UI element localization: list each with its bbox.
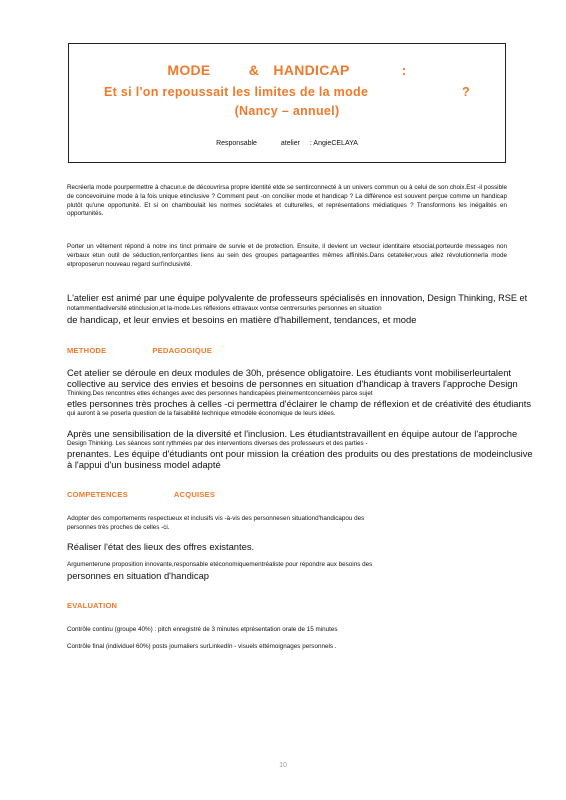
responsable-label: Responsable <box>216 140 257 147</box>
evaluation-line-2: Contrôle final (individuel 60%) posts journaliers surLinkedIn - visuels ettémoignages personnels . <box>67 643 337 650</box>
title-word-mode: MODE <box>167 62 211 78</box>
competences-p3-line-2: personnes en situation d'handicap <box>67 570 209 581</box>
intro-paragraph-3-line-2: notammentladiversité etinclusion,et la-mode.Les réflexions ettravaux vontse centrersurles personnes en situation <box>67 305 382 312</box>
section-heading-evaluation: EVALUATION <box>67 601 118 610</box>
title-box <box>68 43 506 163</box>
section-heading-methode <box>67 346 212 355</box>
responsable-atelier: atelier <box>280 140 300 147</box>
methode-p1-line-1: Cet atelier se déroule en deux modules de 30h, présence obligatoire. Les étudiants vont mobiliserleurtalent <box>67 367 512 378</box>
title-line-3: (Nancy – annuel) <box>234 104 340 118</box>
title-colon: : <box>401 62 407 78</box>
intro-paragraph-3-line-3: de handicap, et leur envies et besoins en matière d'habillement, tendances, et mode <box>67 314 417 325</box>
responsable-line <box>69 140 505 147</box>
intro-paragraph-1: Recréerla mode pourpermettre à chacun.e de découvrirsa propre identité etde se sentirconnecté à un univers commun ou à celui de son choix.Est -il possible de concevoiruine mode à la fois unique etinclusive ? Comment peut -on concilier mode et handicap ? La différence est souvent perçue comme un handicap plutôt qu'une opportunité. Et si on chamboulait les normes sociétales et culturelles, et représentations médiatiques ? Transformons les inégalités en opportunités. <box>67 184 507 218</box>
page-number: 10 <box>279 762 287 769</box>
heading-methode-word-1: METHODE <box>67 346 107 355</box>
title-question: Et si l'on repoussait les limites de la mode <box>104 85 369 99</box>
methode-p2-line-2: Design Thinking. Les séances sont rythmées par des interventions diverses des professeurs et des parties - <box>67 440 368 447</box>
methode-p1-line-5: qui auront à se poserla question de la faisabilité technique etmodèle économique de leurs idées. <box>67 410 336 417</box>
methode-p2-line-1: Après une sensibilisation de la diversité et l'inclusion. Les étudiantstravaillent en équipe autour de l'approche <box>67 428 518 439</box>
methode-p2-line-3: prenantes. Les équipe d'étudiants ont pour mission la création des produits ou des prestations de modeinclusive <box>67 448 533 459</box>
section-heading-competences <box>67 490 215 499</box>
responsable-name: : AngieCELAYA <box>309 140 358 147</box>
methode-p1-line-4: etles personnes très proches à celles -ci permettra d'éclairer le champ de réflexion et de créativité des étudiants <box>67 398 532 409</box>
evaluation-line-1: Contrôle continu (groupe 40%) : pitch enregistré de 3 minutes etprésentation orale de 15 minutes <box>67 626 338 633</box>
methode-p1-line-2: collective au service des envies et besoins de personnes en situation d'handicap à travers l'approche Design <box>67 378 518 389</box>
title-question-mark: ? <box>462 85 470 99</box>
methode-p2-line-4: à l'appui d'un business model adapté <box>67 459 221 470</box>
heading-competences-word-1: COMPETENCES <box>67 490 128 499</box>
competences-p1-line-1: Adopter des comportements respectueux et inclusifs vis -à-vis des personnesen situationd'handicapou des <box>67 515 365 522</box>
heading-methode-word-2: PEDAGOGIQUE <box>152 346 212 355</box>
intro-paragraph-3-line-1: L'atelier est animé par une équipe polyvalente de professeurs spécialisés en innovation, Design Thinking, RSE et <box>67 293 528 303</box>
title-word-handicap: HANDICAP <box>273 62 350 78</box>
title-line-2 <box>69 85 505 99</box>
title-line-1 <box>69 62 505 78</box>
competences-p3-line-1: Argumenterune proposition innovante,responsable etéconomiquementréaliste pour répondre aux besoins des <box>67 561 373 568</box>
title-ampersand: & <box>248 62 260 78</box>
heading-competences-word-2: ACQUISES <box>173 490 216 499</box>
competences-p1-line-2: personnes très proches de celles -ci. <box>67 524 170 531</box>
methode-p1-line-3: Thinking.Des rencontres etles échanges avec des personnes handicapées pleinementconcernées parce sujet <box>67 390 373 397</box>
competences-p2: Réaliser l'état des lieux des offres existantes. <box>67 541 255 552</box>
intro-paragraph-2: Porter un vêtement répond à notre ins tinct primaire de survie et de protection. Ensuite, il devient un vecteur identitaire etsocial,porteurde messages non verbaux etun outil de séduction,renforçantles liens au sein des groupes partageantles mêmes affinités.Dans cetatelier,vous allez révolutionnerla mode etproposerun nouveau regard surl'inclusivité. <box>67 243 507 268</box>
